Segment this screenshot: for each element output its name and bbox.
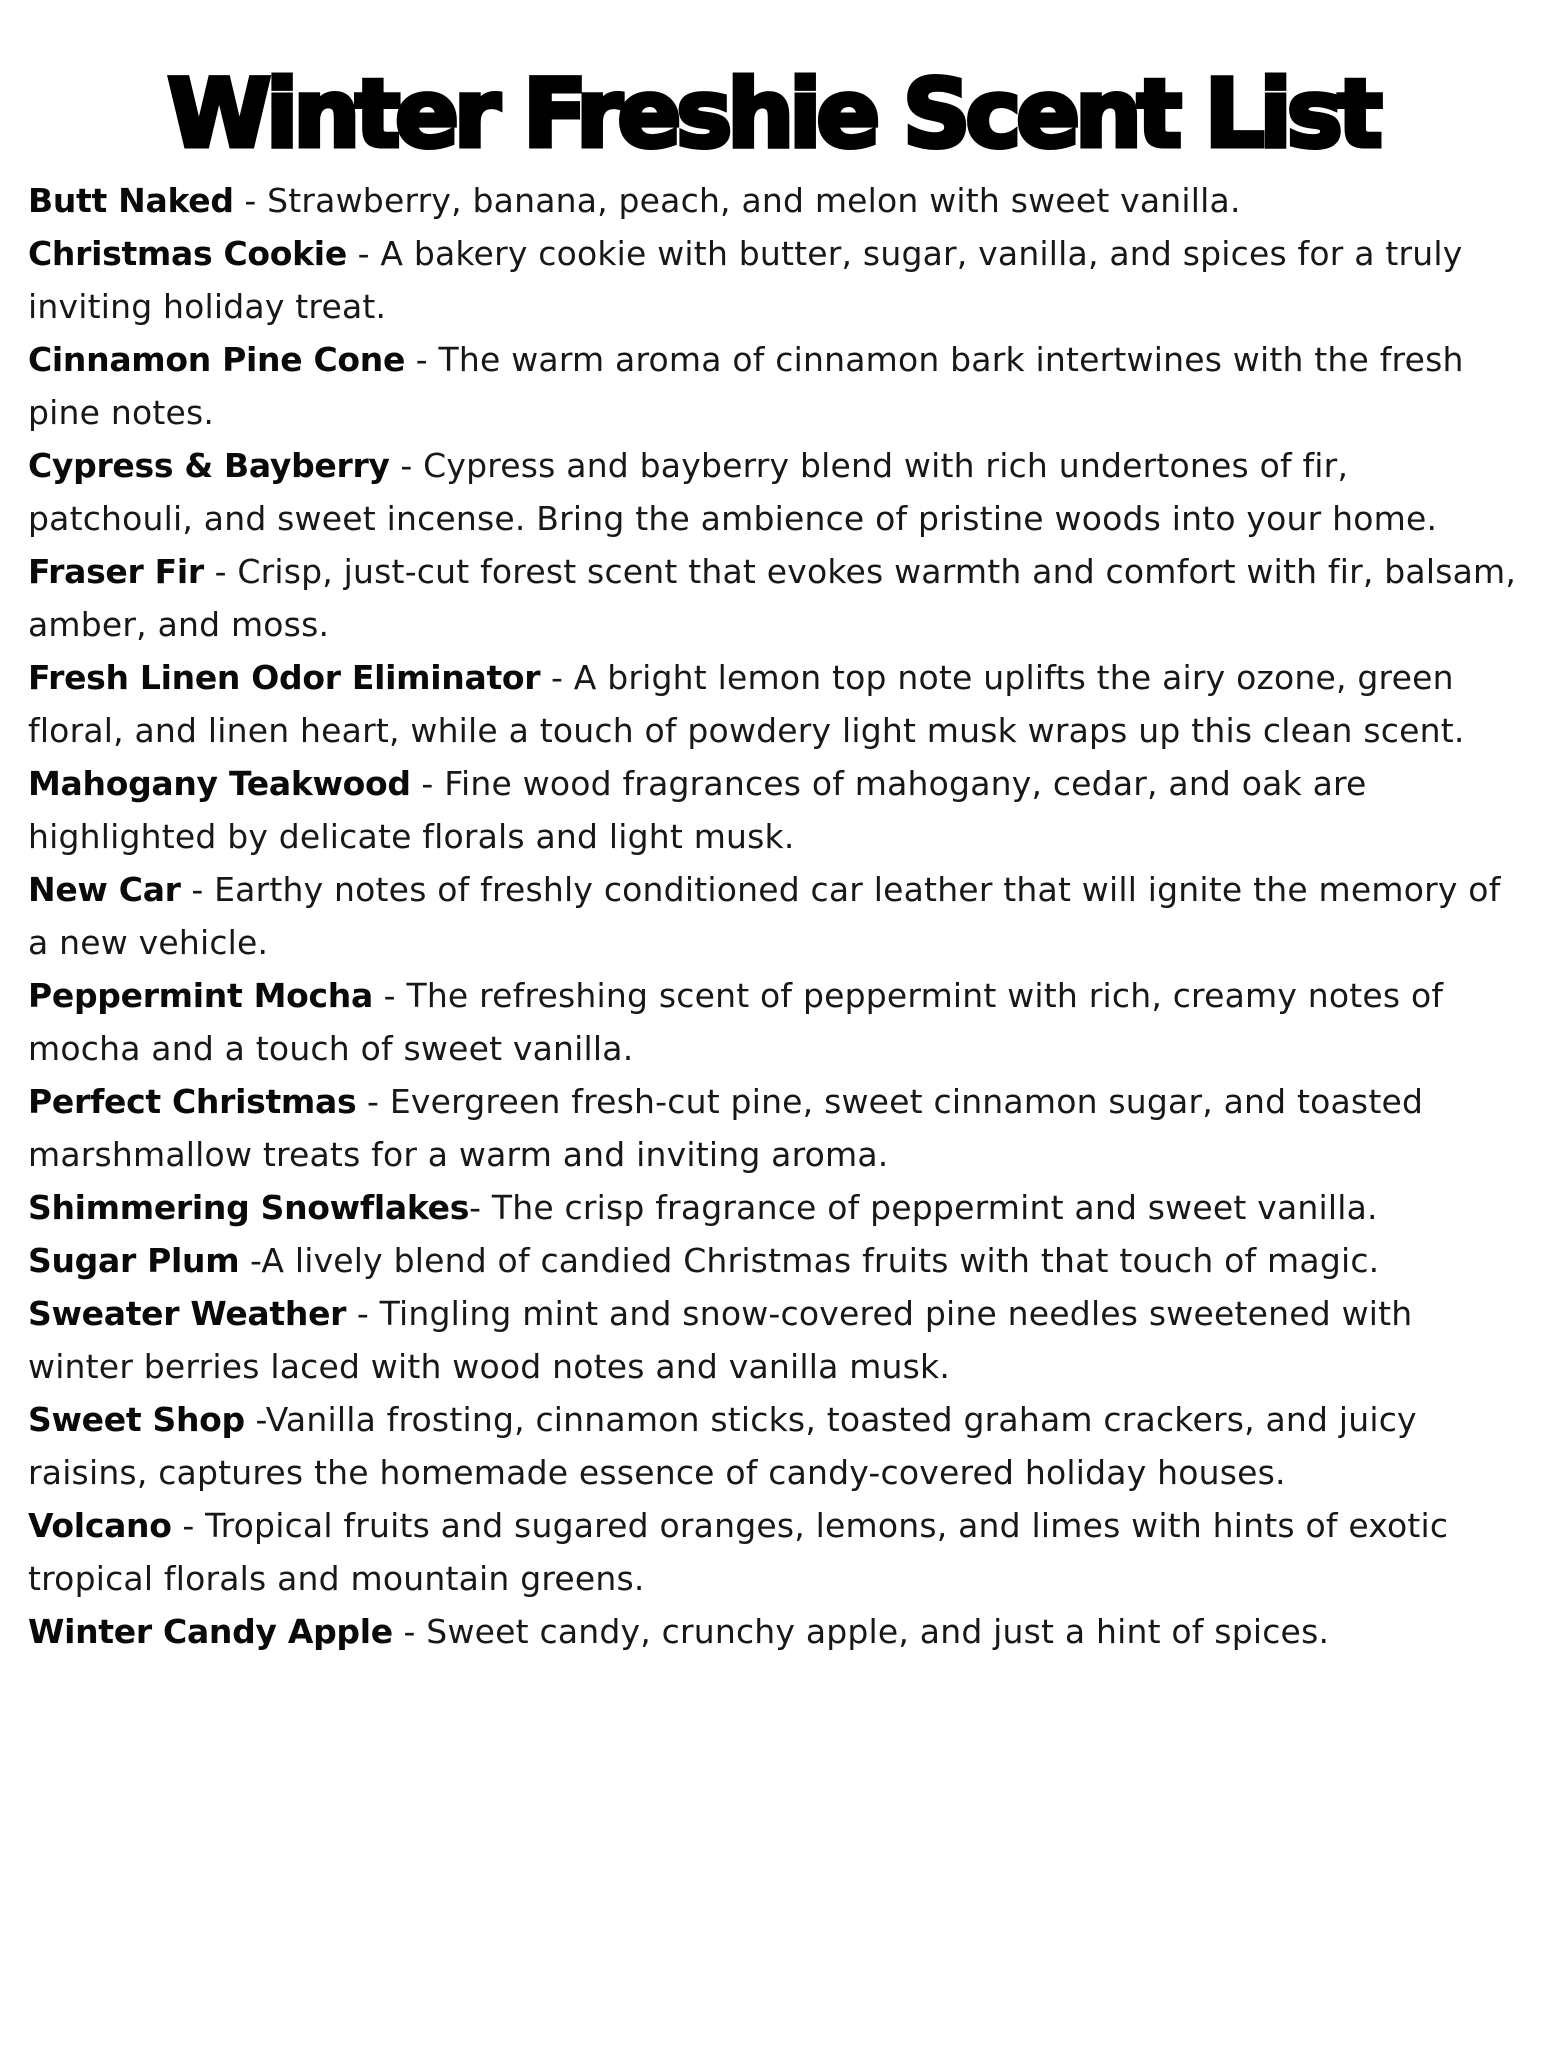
scent-name: Sweet Shop [28,1400,245,1439]
scent-name: Cypress & Bayberry [28,446,390,485]
scent-item [28,1181,1521,1234]
scent-name: Sugar Plum [28,1241,240,1280]
scent-name: Fresh Linen Odor Eliminator [28,658,541,697]
scent-item [28,333,1521,439]
scent-list [0,174,1545,1658]
scent-name: Winter Candy Apple [28,1612,393,1651]
scent-name: New Car [28,870,181,909]
scent-description: - Tropical fruits and sugared oranges, lemons, and limes with hints of exotic tropical florals and mountain greens. [28,1506,1449,1598]
document-page [0,60,1545,2063]
scent-item [28,863,1521,969]
scent-description: - Tingling mint and snow-covered pine needles sweetened with winter berries laced with wood notes and vanilla musk. [28,1294,1413,1386]
scent-item [28,969,1521,1075]
scent-name: Cinnamon Pine Cone [28,340,406,379]
scent-description: - Earthy notes of freshly conditioned car leather that will ignite the memory of a new vehicle. [28,870,1501,962]
scent-name: Perfect Christmas [28,1082,357,1121]
scent-name: Christmas Cookie [28,234,347,273]
page-title: Winter Freshie Scent List [167,60,1378,169]
scent-description: - The warm aroma of cinnamon bark intertwines with the fresh pine notes. [28,340,1464,432]
scent-item [28,1234,1521,1287]
scent-name: Volcano [28,1506,172,1545]
scent-name: Peppermint Mocha [28,976,373,1015]
scent-description: - The crisp fragrance of peppermint and sweet vanilla. [469,1188,1378,1227]
scent-name: Sweater Weather [28,1294,347,1333]
scent-item [28,757,1521,863]
scent-description: - A bakery cookie with butter, sugar, vanilla, and spices for a truly inviting holiday treat. [28,234,1463,326]
scent-description: - Crisp, just-cut forest scent that evokes warmth and comfort with fir, balsam, amber, and moss. [28,552,1517,644]
scent-item [28,1605,1521,1658]
scent-name: Mahogany Teakwood [28,764,411,803]
scent-description: - Fine wood fragrances of mahogany, cedar, and oak are highlighted by delicate florals and light musk. [28,764,1367,856]
scent-description: -Vanilla frosting, cinnamon sticks, toasted graham crackers, and juicy raisins, captures the homemade essence of candy-covered holiday houses. [28,1400,1417,1492]
scent-item [28,174,1521,227]
scent-name: Fraser Fir [28,552,204,591]
scent-description: - A bright lemon top note uplifts the airy ozone, green floral, and linen heart, while a touch of powdery light musk wraps up this clean scent. [28,658,1465,750]
scent-name: Butt Naked [28,181,234,220]
scent-item [28,1393,1521,1499]
scent-item [28,1287,1521,1393]
scent-description: - Strawberry, banana, peach, and melon with sweet vanilla. [233,181,1241,220]
scent-item [28,545,1521,651]
scent-item [28,439,1521,545]
scent-description: -A lively blend of candied Christmas fruits with that touch of magic. [239,1241,1380,1280]
scent-item [28,1499,1521,1605]
scent-description: - The refreshing scent of peppermint with rich, creamy notes of mocha and a touch of sweet vanilla. [28,976,1444,1068]
scent-description: - Evergreen fresh-cut pine, sweet cinnamon sugar, and toasted marshmallow treats for a warm and inviting aroma. [28,1082,1424,1174]
scent-name: Shimmering Snowflakes [28,1188,470,1227]
scent-item [28,227,1521,333]
scent-description: - Sweet candy, crunchy apple, and just a hint of spices. [392,1612,1330,1651]
scent-description: - Cypress and bayberry blend with rich undertones of fir, patchouli, and sweet incense. Bring the ambience of pristine woods into your home. [28,446,1438,538]
scent-item [28,651,1521,757]
scent-item [28,1075,1521,1181]
